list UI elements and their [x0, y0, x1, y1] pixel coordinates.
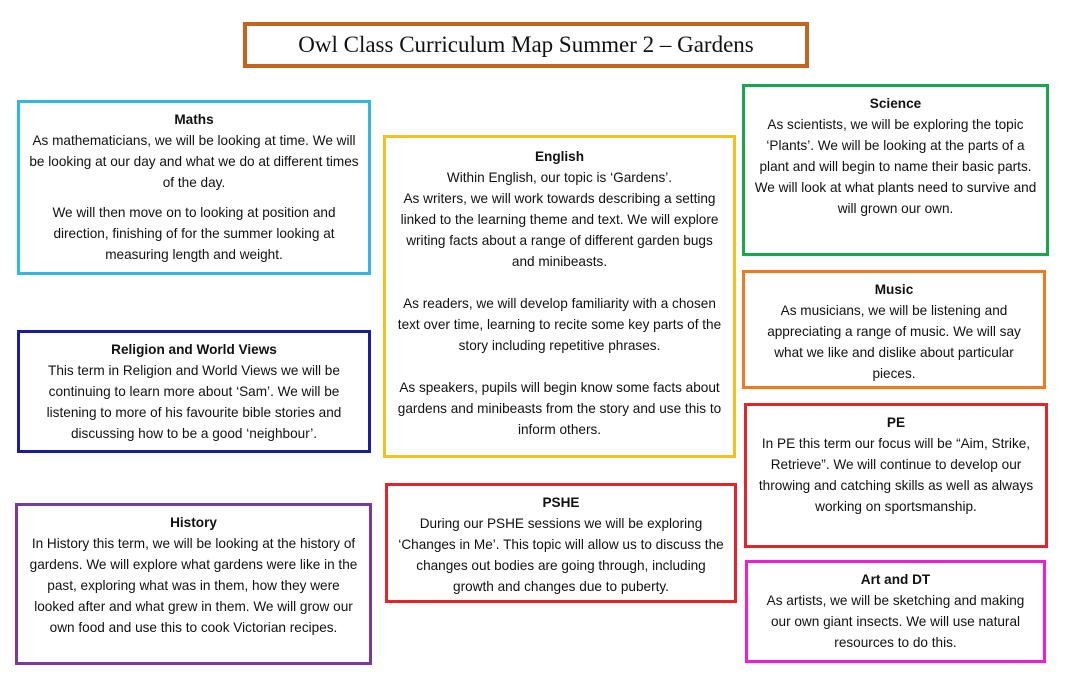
music-text: As musicians, we will be listening and appreciating a range of music. We will say what we like and dislike about particular pieces. [767, 303, 1021, 381]
music-box [742, 270, 1046, 389]
pe-box [744, 403, 1048, 548]
science-text-2: We will look at what plants need to survive and will grown our own. [754, 180, 1037, 216]
science-heading: Science [869, 96, 922, 111]
maths-text-1: As mathematicians, we will be looking at time. We will be looking at our day and what we do at different times of the day. [29, 133, 359, 190]
science-box [742, 84, 1049, 256]
english-text-1: Within English, our topic is ‘Gardens’. [446, 170, 673, 185]
music-heading: Music [874, 282, 914, 297]
history-box [15, 503, 372, 665]
pshe-box [385, 483, 737, 603]
english-text-3: As readers, we will develop familiarity with a chosen text over time, learning to recite some key parts of the story including repetitive phrases. [397, 296, 722, 353]
english-text-2: As writers, we will work towards describing a setting linked to the learning theme and text. We will explore writing facts about a range of different garden bugs and minibeasts. [400, 191, 719, 269]
religion-box [17, 330, 371, 453]
history-heading: History [170, 515, 217, 530]
religion-heading: Religion and World Views [111, 342, 277, 357]
english-text-4: As speakers, pupils will begin know some facts about gardens and minibeasts from the story and use this to inform others. [397, 380, 722, 437]
science-text-1: As scientists, we will be exploring the topic ‘Plants’. We will be looking at the parts of a plant and will begin to name their basic parts. [759, 117, 1032, 174]
art-text: As artists, we will be sketching and making our own giant insects. We will use natural resources to do this. [766, 593, 1025, 650]
art-heading: Art and DT [860, 572, 931, 587]
maths-heading: Maths [174, 112, 214, 127]
title-box [243, 22, 809, 68]
pshe-heading: PSHE [542, 495, 580, 510]
art-box [745, 560, 1046, 663]
maths-box [17, 100, 371, 275]
religion-text: This term in Religion and World Views we will be continuing to learn more about ‘Sam’. We will be listening to more of his favourite bible stories and discussing how to be a good ‘neighbour’. [46, 363, 342, 441]
page-title: Owl Class Curriculum Map Summer 2 – Gardens [298, 32, 754, 57]
pe-text-1: In PE this term our focus will be “Aim, Strike, Retrieve”. We will continue to develop our [761, 436, 1031, 472]
history-text: In History this term, we will be looking at the history of gardens. We will explore what gardens were like in the past, exploring what was in them, how they were looked after and what grew in them. We will grow our own food and use this to cook Victorian recipes. [29, 536, 358, 635]
pshe-text: During our PSHE sessions we will be exploring ‘Changes in Me’. This topic will allow us to discuss the changes out bodies are going through, including growth and changes due to puberty. [398, 516, 724, 594]
pe-text-2: throwing and catching skills as well as always working on sportsmanship. [758, 478, 1034, 514]
pe-heading: PE [886, 415, 906, 430]
english-heading: English [534, 149, 585, 164]
english-box [383, 135, 736, 458]
maths-text-2: We will then move on to looking at position and direction, finishing of for the summer looking at measuring length and weight. [52, 205, 336, 262]
